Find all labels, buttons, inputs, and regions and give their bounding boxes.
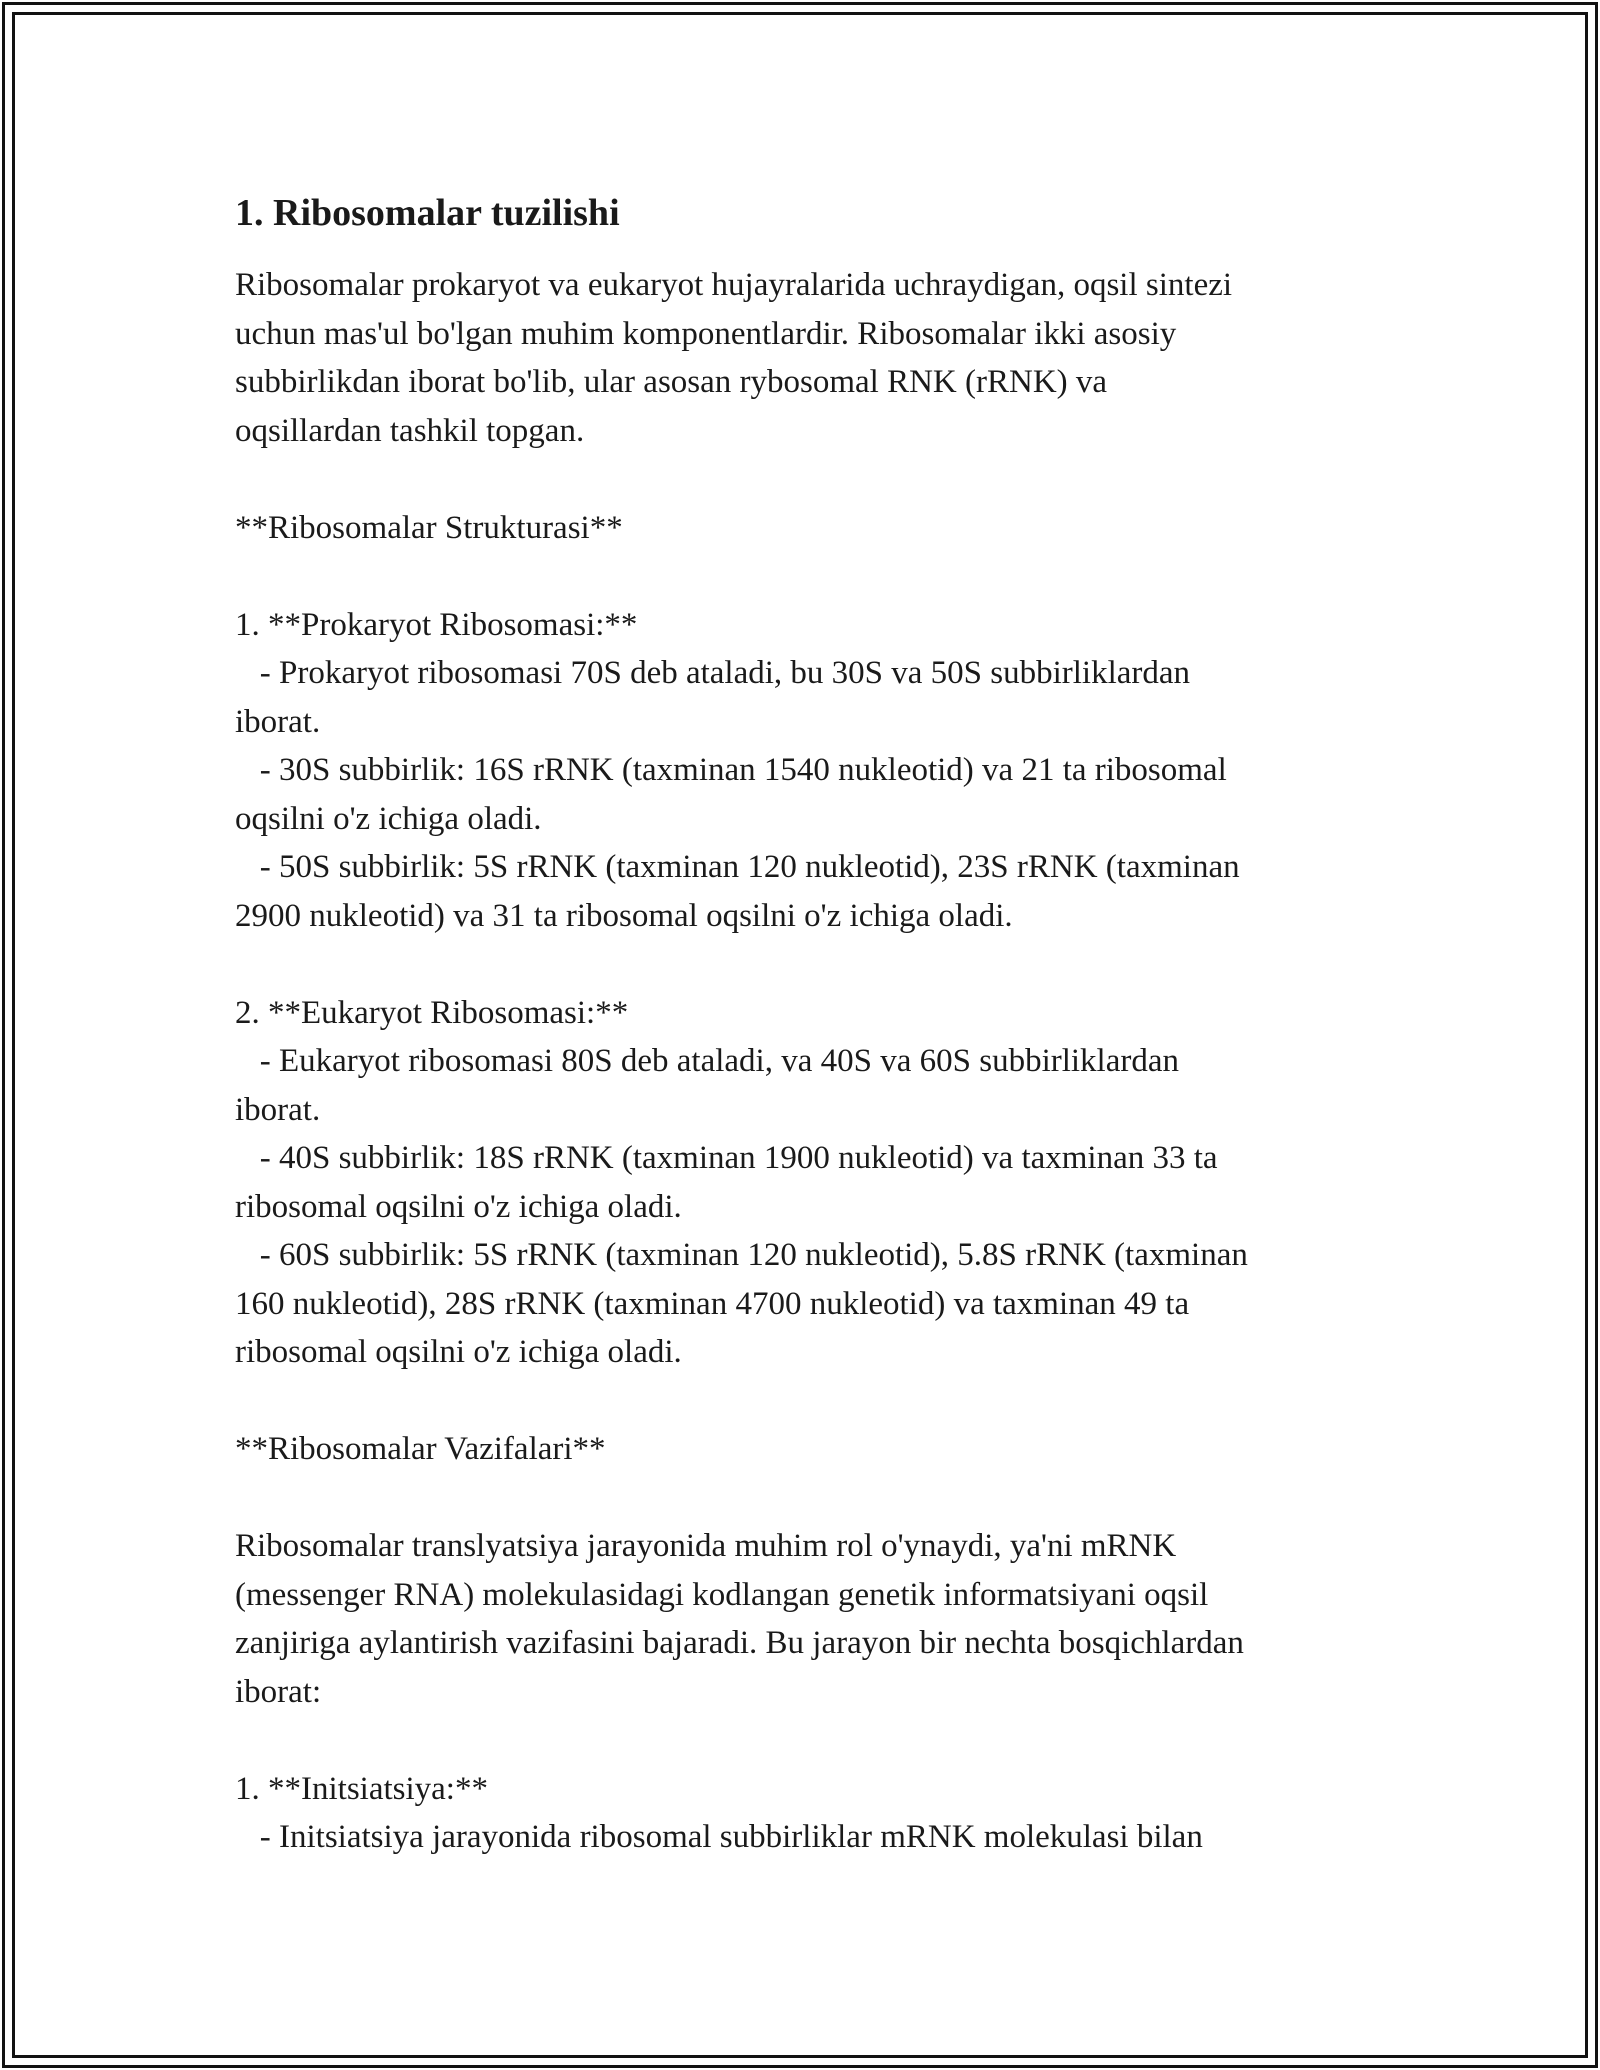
text-line: iborat. xyxy=(235,1091,321,1128)
document-body xyxy=(235,185,1415,1862)
text-line: **Ribosomalar Vazifalari** xyxy=(235,1431,606,1467)
text-line: (messenger RNA) molekulasidagi kodlangan genetik informatsiyani oqsil xyxy=(235,1576,1209,1613)
blank-line xyxy=(235,1377,1415,1426)
text-line: Ribosomalar translyatsiya jarayonida muhim rol o'ynaydi, ya'ni mRNK xyxy=(235,1528,1177,1564)
blank-line xyxy=(235,552,1415,601)
text-line: 1. **Prokaryot Ribosomasi:** xyxy=(235,606,638,643)
text-line: zanjiriga aylantirish vazifasini bajaradi. Bu jarayon bir nechta bosqichlardan xyxy=(235,1625,1244,1661)
text-line: 1. **Initsiatsiya:** xyxy=(235,1770,488,1807)
blank-line xyxy=(235,940,1415,989)
text-line: oqsillardan tashkil topgan. xyxy=(235,412,585,449)
text-line: - 40S subbirlik: 18S rRNK (taxminan 1900 nukleotid) va taxminan 33 ta xyxy=(235,1140,1218,1176)
text-line: - 50S subbirlik: 5S rRNK (taxminan 120 nukleotid), 23S rRNK (taxminan xyxy=(235,849,1240,885)
text-line: iborat: xyxy=(235,1673,322,1710)
text-line: uchun mas'ul bo'lgan muhim komponentlardir. Ribosomalar ikki asosiy xyxy=(235,315,1177,352)
text-line: subbirlikdan iborat bo'lib, ular asosan rybosomal RNK (rRNK) va xyxy=(235,364,1108,400)
document-text xyxy=(235,261,1415,1862)
blank-line xyxy=(235,1474,1415,1523)
text-line: **Ribosomalar Strukturasi** xyxy=(235,509,623,546)
text-line: 2. **Eukaryot Ribosomasi:** xyxy=(235,994,629,1031)
blank-line xyxy=(235,455,1415,504)
text-line: 2900 nukleotid) va 31 ta ribosomal oqsilni o'z ichiga oladi. xyxy=(235,897,1013,934)
text-line: - Eukaryot ribosomasi 80S deb ataladi, va 40S va 60S subbirliklardan xyxy=(235,1043,1180,1079)
text-line: - Prokaryot ribosomasi 70S deb ataladi, bu 30S va 50S subbirliklardan xyxy=(235,655,1191,691)
text-line: ribosomal oqsilni o'z ichiga oladi. xyxy=(235,1334,682,1370)
text-line: ribosomal oqsilni o'z ichiga oladi. xyxy=(235,1188,682,1225)
text-line: - 30S subbirlik: 16S rRNK (taxminan 1540 nukleotid) va 21 ta ribosomal xyxy=(235,752,1227,788)
blank-line xyxy=(235,1716,1415,1765)
text-line: - Initsiatsiya jarayonida ribosomal subbirliklar mRNK molekulasi bilan xyxy=(235,1819,1203,1855)
section-heading: 1. Ribosomalar tuzilishi xyxy=(235,192,620,234)
text-line: - 60S subbirlik: 5S rRNK (taxminan 120 nukleotid), 5.8S rRNK (taxminan xyxy=(235,1237,1248,1273)
text-line: iborat. xyxy=(235,703,321,740)
text-line: oqsilni o'z ichiga oladi. xyxy=(235,800,542,837)
text-line: 160 nukleotid), 28S rRNK (taxminan 4700 nukleotid) va taxminan 49 ta xyxy=(235,1285,1190,1322)
text-line: Ribosomalar prokaryot va eukaryot hujayralarida uchraydigan, oqsil sintezi xyxy=(235,267,1233,303)
